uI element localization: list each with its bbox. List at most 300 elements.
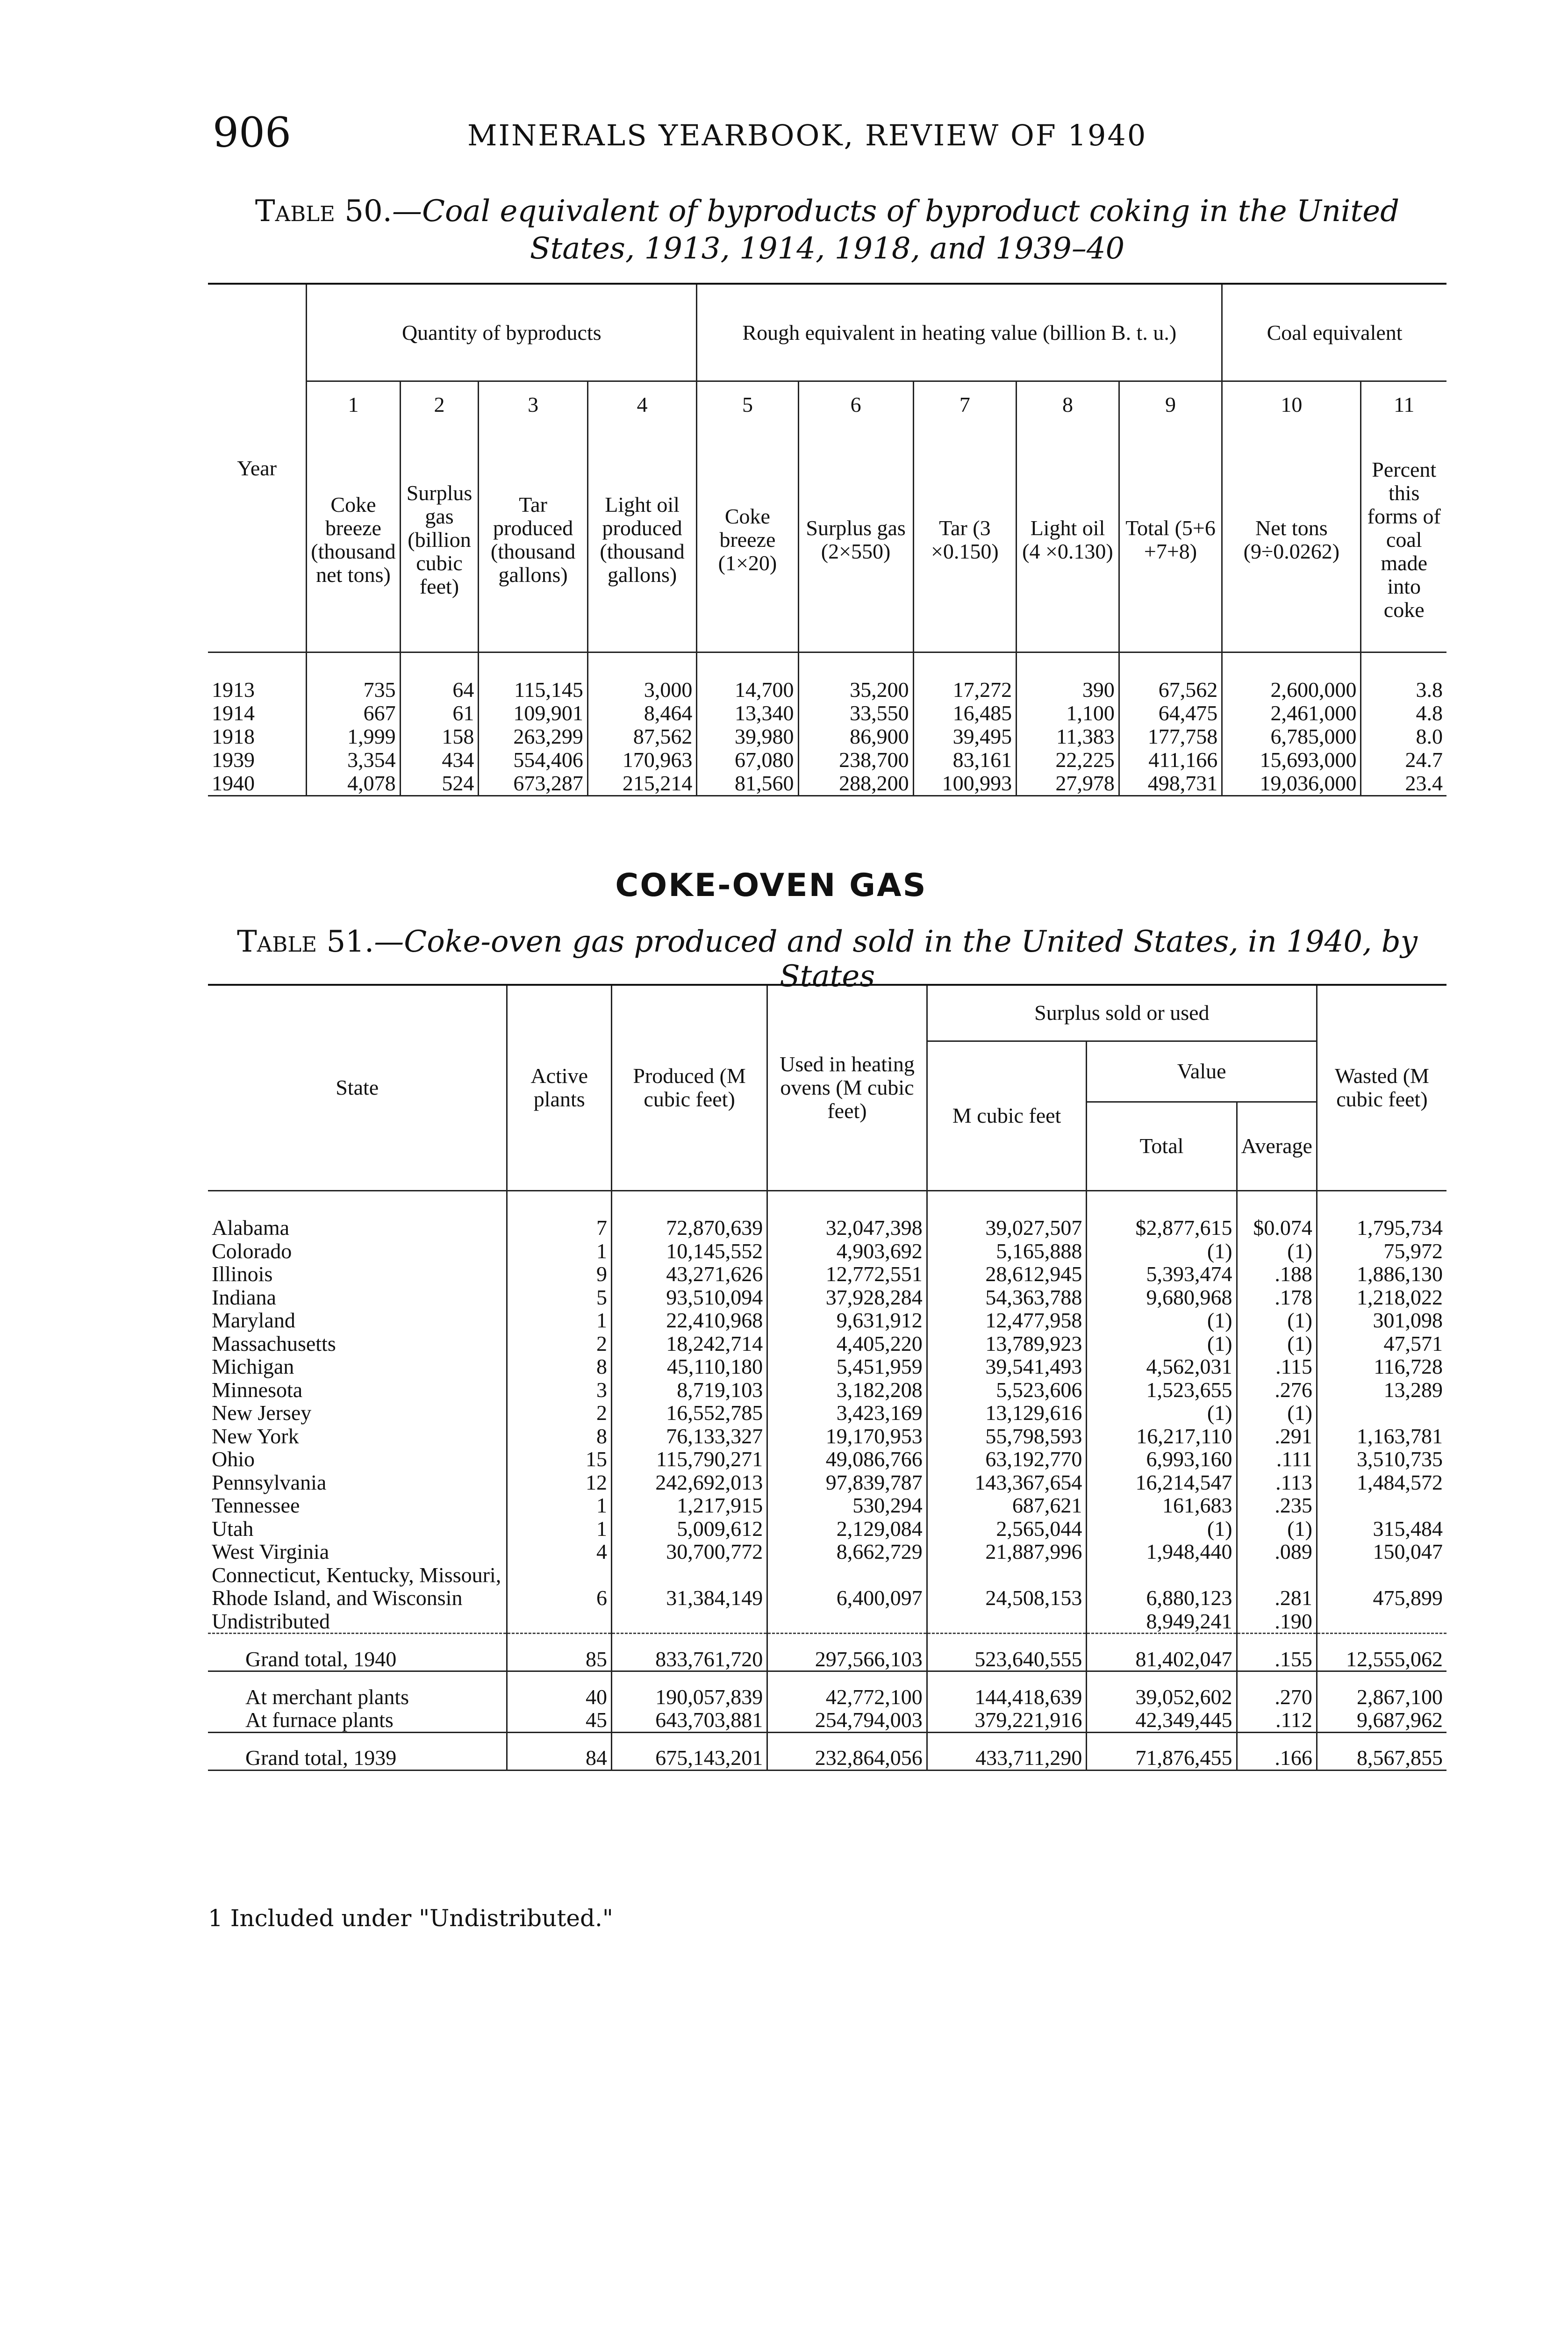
cell: 16,217,110 xyxy=(1087,1425,1237,1448)
cell: 54,363,788 xyxy=(927,1286,1087,1309)
cell: 643,703,881 xyxy=(612,1708,767,1732)
col-label: Tar produced (thousand gallons) xyxy=(479,428,588,652)
cell: 86,900 xyxy=(798,725,913,748)
cell: 39,980 xyxy=(697,725,798,748)
group-header-heating: Rough equivalent in heating value (billion B. t. u.) xyxy=(697,284,1222,381)
table-50 xyxy=(208,283,1446,796)
table-row xyxy=(208,1286,1446,1309)
cell: 524 xyxy=(400,772,479,796)
cell: 115,790,271 xyxy=(612,1448,767,1471)
table-row xyxy=(208,1563,1446,1610)
cell: .115 xyxy=(1237,1355,1317,1378)
year-cell: 1918 xyxy=(212,724,255,748)
cell: 8,662,729 xyxy=(767,1540,927,1563)
cell: 24.7 xyxy=(1361,748,1446,772)
table-row xyxy=(208,1378,1446,1402)
cell: 143,367,654 xyxy=(927,1471,1087,1494)
cell: 43,271,626 xyxy=(612,1262,767,1286)
cell: 35,200 xyxy=(798,678,913,702)
year-cell: 1940 xyxy=(212,771,255,795)
cell: 288,200 xyxy=(798,772,913,796)
col-label: Light oil produced (thousand gallons) xyxy=(587,428,697,652)
cell: 177,758 xyxy=(1119,725,1222,748)
table-row xyxy=(208,1471,1446,1494)
table-51-caption xyxy=(210,925,1444,994)
cell: .111 xyxy=(1237,1448,1317,1471)
cell: 1,163,781 xyxy=(1317,1425,1446,1448)
cell: 2,600,000 xyxy=(1222,678,1361,702)
cell: .155 xyxy=(1237,1648,1317,1671)
m-cubic-header: M cubic feet xyxy=(927,1041,1087,1190)
table-row xyxy=(208,772,1446,796)
cell: 81,402,047 xyxy=(1087,1648,1237,1671)
cell: 4,562,031 xyxy=(1087,1355,1237,1378)
cell: 28,612,945 xyxy=(927,1262,1087,1286)
cell: 170,963 xyxy=(587,748,697,772)
cell: 5,009,612 xyxy=(612,1517,767,1541)
col-label: Net tons (9÷0.0262) xyxy=(1222,428,1361,652)
state-cell: West Virginia xyxy=(212,1540,329,1563)
cell: 1 xyxy=(507,1240,612,1263)
active-plants-header: Active plants xyxy=(507,985,612,1190)
col-number: 2 xyxy=(400,381,479,428)
cell: 87,562 xyxy=(587,725,697,748)
section-title: COKE-OVEN GAS xyxy=(615,867,927,904)
cell: 64 xyxy=(400,678,479,702)
cell: 2,565,044 xyxy=(927,1517,1087,1541)
cell: 5,165,888 xyxy=(927,1240,1087,1263)
cell: 39,052,602 xyxy=(1087,1685,1237,1709)
cell: 22,225 xyxy=(1017,748,1119,772)
table-51-title: —Coke-oven gas produced and sold in the United States, in 1940, by States xyxy=(374,925,1418,994)
table-row xyxy=(208,1240,1446,1263)
cell: 1 xyxy=(507,1309,612,1332)
col-label: Surplus gas (billion cubic feet) xyxy=(400,428,479,652)
cell: 411,166 xyxy=(1119,748,1222,772)
year-header: Year xyxy=(208,284,307,652)
cell: 4.8 xyxy=(1361,702,1446,725)
cell: 215,214 xyxy=(587,772,697,796)
cell: 49,086,766 xyxy=(767,1448,927,1471)
cell: 254,794,003 xyxy=(767,1708,927,1732)
cell: 1,218,022 xyxy=(1317,1286,1446,1309)
cell: .178 xyxy=(1237,1286,1317,1309)
state-cell: Colorado xyxy=(212,1239,292,1263)
cell: 675,143,201 xyxy=(612,1746,767,1770)
cell: 81,560 xyxy=(697,772,798,796)
state-cell: Illinois xyxy=(212,1262,273,1286)
col-number: 6 xyxy=(798,381,913,428)
cell: 434 xyxy=(400,748,479,772)
cell: .281 xyxy=(1237,1563,1317,1610)
state-cell: New York xyxy=(212,1424,299,1448)
col-label: Percent this forms of coal made into coke xyxy=(1361,428,1446,652)
cell: 42,772,100 xyxy=(767,1685,927,1709)
cell: 23.4 xyxy=(1361,772,1446,796)
state-cell: Michigan xyxy=(212,1355,294,1378)
state-cell: Minnesota xyxy=(212,1377,303,1402)
col-label: Tar (3 ×0.150) xyxy=(913,428,1016,652)
table-51 xyxy=(208,984,1446,1771)
wasted-header: Wasted (M cubic feet) xyxy=(1317,985,1446,1190)
cell: .291 xyxy=(1237,1425,1317,1448)
cell: 71,876,455 xyxy=(1087,1746,1237,1770)
state-cell: At merchant plants xyxy=(245,1685,409,1709)
cell: 12,772,551 xyxy=(767,1262,927,1286)
cell: 39,541,493 xyxy=(927,1355,1087,1378)
table-row xyxy=(208,1448,1446,1471)
cell: 4 xyxy=(507,1540,612,1563)
table-row xyxy=(208,1216,1446,1240)
cell: 3,423,169 xyxy=(767,1401,927,1425)
cell: 61 xyxy=(400,702,479,725)
cell: 8.0 xyxy=(1361,725,1446,748)
table-row xyxy=(208,1648,1446,1671)
cell: 5,393,474 xyxy=(1087,1262,1237,1286)
year-cell: 1913 xyxy=(212,677,255,702)
cell: 24,508,153 xyxy=(927,1563,1087,1610)
cell: 10,145,552 xyxy=(612,1240,767,1263)
cell: 22,410,968 xyxy=(612,1309,767,1332)
cell: 523,640,555 xyxy=(927,1648,1087,1671)
cell: 1,886,130 xyxy=(1317,1262,1446,1286)
cell xyxy=(927,1610,1087,1634)
cell: 2,461,000 xyxy=(1222,702,1361,725)
cell: 242,692,013 xyxy=(612,1471,767,1494)
state-cell: Pennsylvania xyxy=(212,1470,327,1494)
cell: 37,928,284 xyxy=(767,1286,927,1309)
cell: 19,036,000 xyxy=(1222,772,1361,796)
cell: 27,978 xyxy=(1017,772,1119,796)
state-cell: Massachusetts xyxy=(212,1331,336,1355)
cell: 8 xyxy=(507,1425,612,1448)
col-label: Coke breeze (1×20) xyxy=(697,428,798,652)
cell: .276 xyxy=(1237,1378,1317,1402)
cell: 3,182,208 xyxy=(767,1378,927,1402)
cell: 1,217,915 xyxy=(612,1494,767,1517)
col-number: 8 xyxy=(1017,381,1119,428)
cell: 100,993 xyxy=(913,772,1016,796)
cell: 3,000 xyxy=(587,678,697,702)
cell: 83,161 xyxy=(913,748,1016,772)
cell: 75,972 xyxy=(1317,1240,1446,1263)
cell: 687,621 xyxy=(927,1494,1087,1517)
cell: 2,867,100 xyxy=(1317,1685,1446,1709)
table-row xyxy=(208,1708,1446,1732)
state-cell: Ohio xyxy=(212,1447,255,1471)
state-cell: Connecticut, Kentucky, Missouri, Rhode Island, and Wisconsin xyxy=(212,1563,501,1610)
cell: 190,057,839 xyxy=(612,1685,767,1709)
cell: 93,510,094 xyxy=(612,1286,767,1309)
table-row xyxy=(208,1401,1446,1425)
cell: 47,571 xyxy=(1317,1332,1446,1355)
cell: 2 xyxy=(507,1401,612,1425)
cell: (1) xyxy=(1087,1401,1237,1425)
cell: (1) xyxy=(1237,1401,1317,1425)
state-cell: Indiana xyxy=(212,1285,276,1309)
cell: 64,475 xyxy=(1119,702,1222,725)
table-50-caption xyxy=(210,193,1444,267)
cell: 4,405,220 xyxy=(767,1332,927,1355)
cell xyxy=(767,1610,927,1634)
cell: 14,700 xyxy=(697,678,798,702)
cell: .188 xyxy=(1237,1262,1317,1286)
state-cell: Grand total, 1939 xyxy=(245,1746,397,1770)
cell: 97,839,787 xyxy=(767,1471,927,1494)
col-label: Coke breeze (thousand net tons) xyxy=(307,428,400,652)
cell: 109,901 xyxy=(479,702,588,725)
table-row xyxy=(208,1540,1446,1563)
table-row xyxy=(208,1262,1446,1286)
cell: 9 xyxy=(507,1262,612,1286)
cell: 85 xyxy=(507,1648,612,1671)
table-row xyxy=(208,1355,1446,1378)
cell: 6,785,000 xyxy=(1222,725,1361,748)
cell: 2 xyxy=(507,1332,612,1355)
cell: 263,299 xyxy=(479,725,588,748)
cell: $0.074 xyxy=(1237,1216,1317,1240)
cell: 1,795,734 xyxy=(1317,1216,1446,1240)
table-row xyxy=(208,1425,1446,1448)
cell: 16,214,547 xyxy=(1087,1471,1237,1494)
table-row xyxy=(208,1332,1446,1355)
col-number: 1 xyxy=(307,381,400,428)
produced-header: Produced (M cubic feet) xyxy=(612,985,767,1190)
cell: 6,993,160 xyxy=(1087,1448,1237,1471)
cell: 15,693,000 xyxy=(1222,748,1361,772)
cell: 9,687,962 xyxy=(1317,1708,1446,1732)
cell: 13,340 xyxy=(697,702,798,725)
cell: .190 xyxy=(1237,1610,1317,1634)
col-label: Total (5+6 +7+8) xyxy=(1119,428,1222,652)
table-row xyxy=(208,1610,1446,1634)
surplus-header: Surplus sold or used xyxy=(927,985,1317,1041)
table-row xyxy=(208,678,1446,702)
cell: 1 xyxy=(507,1517,612,1541)
value-header: Value xyxy=(1087,1041,1317,1102)
cell: 17,272 xyxy=(913,678,1016,702)
cell: 42,349,445 xyxy=(1087,1708,1237,1732)
cell: 735 xyxy=(307,678,400,702)
cell: 76,133,327 xyxy=(612,1425,767,1448)
cell: 55,798,593 xyxy=(927,1425,1087,1448)
cell: $2,877,615 xyxy=(1087,1216,1237,1240)
group-header-quantity: Quantity of byproducts xyxy=(307,284,697,381)
cell: 21,887,996 xyxy=(927,1540,1087,1563)
col-label: Light oil (4 ×0.130) xyxy=(1017,428,1119,652)
col-number: 3 xyxy=(479,381,588,428)
cell: 39,495 xyxy=(913,725,1016,748)
cell: 40 xyxy=(507,1685,612,1709)
cell: 13,289 xyxy=(1317,1378,1446,1402)
year-cell: 1914 xyxy=(212,701,255,725)
cell: 161,683 xyxy=(1087,1494,1237,1517)
cell: 45 xyxy=(507,1708,612,1732)
cell: .113 xyxy=(1237,1471,1317,1494)
col-number: 5 xyxy=(697,381,798,428)
cell: 315,484 xyxy=(1317,1517,1446,1541)
cell: 475,899 xyxy=(1317,1563,1446,1610)
cell: 5,451,959 xyxy=(767,1355,927,1378)
cell: 13,129,616 xyxy=(927,1401,1087,1425)
cell: 833,761,720 xyxy=(612,1648,767,1671)
cell: 1 xyxy=(507,1494,612,1517)
cell: 1,948,440 xyxy=(1087,1540,1237,1563)
table-row xyxy=(208,1309,1446,1332)
cell: (1) xyxy=(1237,1240,1317,1263)
cell: 297,566,103 xyxy=(767,1648,927,1671)
cell: 301,098 xyxy=(1317,1309,1446,1332)
cell: .112 xyxy=(1237,1708,1317,1732)
used-header: Used in heating ovens (M cubic feet) xyxy=(767,985,927,1190)
cell: 390 xyxy=(1017,678,1119,702)
cell: (1) xyxy=(1087,1240,1237,1263)
cell: (1) xyxy=(1237,1309,1317,1332)
col-number: 7 xyxy=(913,381,1016,428)
cell xyxy=(1317,1494,1446,1517)
cell: 3,354 xyxy=(307,748,400,772)
col-number: 10 xyxy=(1222,381,1361,428)
state-cell: Utah xyxy=(212,1516,254,1541)
cell xyxy=(1317,1610,1446,1634)
cell: 3.8 xyxy=(1361,678,1446,702)
state-cell: Maryland xyxy=(212,1308,295,1332)
cell: (1) xyxy=(1087,1332,1237,1355)
cell: (1) xyxy=(1237,1517,1317,1541)
cell: 3 xyxy=(507,1378,612,1402)
cell: 1,999 xyxy=(307,725,400,748)
cell: 530,294 xyxy=(767,1494,927,1517)
table-row xyxy=(208,725,1446,748)
cell: 6,400,097 xyxy=(767,1563,927,1610)
cell: 5,523,606 xyxy=(927,1378,1087,1402)
running-head: MINERALS YEARBOOK, REVIEW OF 1940 xyxy=(467,118,1147,152)
cell: .166 xyxy=(1237,1746,1317,1770)
state-cell: Undistributed xyxy=(212,1609,330,1633)
cell: 63,192,770 xyxy=(927,1448,1087,1471)
table-row xyxy=(208,1685,1446,1709)
cell: 238,700 xyxy=(798,748,913,772)
cell: 7 xyxy=(507,1216,612,1240)
cell: 15 xyxy=(507,1448,612,1471)
cell: 6,880,123 xyxy=(1087,1563,1237,1610)
cell: .235 xyxy=(1237,1494,1317,1517)
cell: 232,864,056 xyxy=(767,1746,927,1770)
cell: 67,562 xyxy=(1119,678,1222,702)
table-row xyxy=(208,1746,1446,1770)
table-row xyxy=(208,1517,1446,1541)
cell: 5 xyxy=(507,1286,612,1309)
cell: 8,567,855 xyxy=(1317,1746,1446,1770)
state-header: State xyxy=(208,985,507,1190)
cell: 32,047,398 xyxy=(767,1216,927,1240)
page-number: 906 xyxy=(213,108,291,157)
cell: 16,485 xyxy=(913,702,1016,725)
cell: 16,552,785 xyxy=(612,1401,767,1425)
cell: 554,406 xyxy=(479,748,588,772)
cell: 8,464 xyxy=(587,702,697,725)
cell: (1) xyxy=(1237,1332,1317,1355)
state-cell: Tennessee xyxy=(212,1493,300,1517)
cell: 6 xyxy=(507,1563,612,1610)
cell: 12,477,958 xyxy=(927,1309,1087,1332)
cell: 379,221,916 xyxy=(927,1708,1087,1732)
cell: 33,550 xyxy=(798,702,913,725)
col-number: 9 xyxy=(1119,381,1222,428)
table-row xyxy=(208,702,1446,725)
cell: 39,027,507 xyxy=(927,1216,1087,1240)
cell: 667 xyxy=(307,702,400,725)
group-header-coal: Coal equivalent xyxy=(1222,284,1446,381)
table-51-label: Table 51. xyxy=(237,925,374,959)
cell: .089 xyxy=(1237,1540,1317,1563)
cell: (1) xyxy=(1087,1309,1237,1332)
cell: 158 xyxy=(400,725,479,748)
cell: 2,129,084 xyxy=(767,1517,927,1541)
cell: 116,728 xyxy=(1317,1355,1446,1378)
cell xyxy=(507,1610,612,1634)
state-cell: At furnace plants xyxy=(245,1708,394,1732)
state-cell: Alabama xyxy=(212,1216,290,1240)
total-header: Total xyxy=(1087,1102,1237,1190)
cell: 3,510,735 xyxy=(1317,1448,1446,1471)
table-50-label: Table 50. xyxy=(255,194,393,229)
cell: 433,711,290 xyxy=(927,1746,1087,1770)
cell: 72,870,639 xyxy=(612,1216,767,1240)
cell: 12,555,062 xyxy=(1317,1648,1446,1671)
cell: .270 xyxy=(1237,1685,1317,1709)
cell: 9,680,968 xyxy=(1087,1286,1237,1309)
col-number: 4 xyxy=(587,381,697,428)
col-label: Surplus gas (2×550) xyxy=(798,428,913,652)
cell: 67,080 xyxy=(697,748,798,772)
cell: 30,700,772 xyxy=(612,1540,767,1563)
cell: 11,383 xyxy=(1017,725,1119,748)
cell: 9,631,912 xyxy=(767,1309,927,1332)
cell: 4,078 xyxy=(307,772,400,796)
state-cell: Grand total, 1940 xyxy=(245,1647,397,1671)
col-number: 11 xyxy=(1361,381,1446,428)
cell: 1,100 xyxy=(1017,702,1119,725)
cell: 8,719,103 xyxy=(612,1378,767,1402)
cell: 19,170,953 xyxy=(767,1425,927,1448)
cell: 150,047 xyxy=(1317,1540,1446,1563)
cell: 31,384,149 xyxy=(612,1563,767,1610)
cell: 498,731 xyxy=(1119,772,1222,796)
cell xyxy=(612,1610,767,1634)
average-header: Average xyxy=(1237,1102,1317,1190)
cell: 18,242,714 xyxy=(612,1332,767,1355)
cell: 1,523,655 xyxy=(1087,1378,1237,1402)
cell: 115,145 xyxy=(479,678,588,702)
table-50-title: —Coal equivalent of byproducts of byproduct coking in the United States, 1913, 1914, 1918, and 1939–40 xyxy=(392,194,1400,266)
table-row xyxy=(208,748,1446,772)
cell xyxy=(1317,1401,1446,1425)
year-cell: 1939 xyxy=(212,747,255,772)
cell: 8 xyxy=(507,1355,612,1378)
cell: 673,287 xyxy=(479,772,588,796)
cell: 84 xyxy=(507,1746,612,1770)
footnote: 1 Included under "Undistributed." xyxy=(208,1905,613,1932)
cell: 8,949,241 xyxy=(1087,1610,1237,1634)
cell: 13,789,923 xyxy=(927,1332,1087,1355)
cell: (1) xyxy=(1087,1517,1237,1541)
cell: 144,418,639 xyxy=(927,1685,1087,1709)
cell: 12 xyxy=(507,1471,612,1494)
state-cell: New Jersey xyxy=(212,1401,312,1425)
cell: 45,110,180 xyxy=(612,1355,767,1378)
table-row xyxy=(208,1494,1446,1517)
